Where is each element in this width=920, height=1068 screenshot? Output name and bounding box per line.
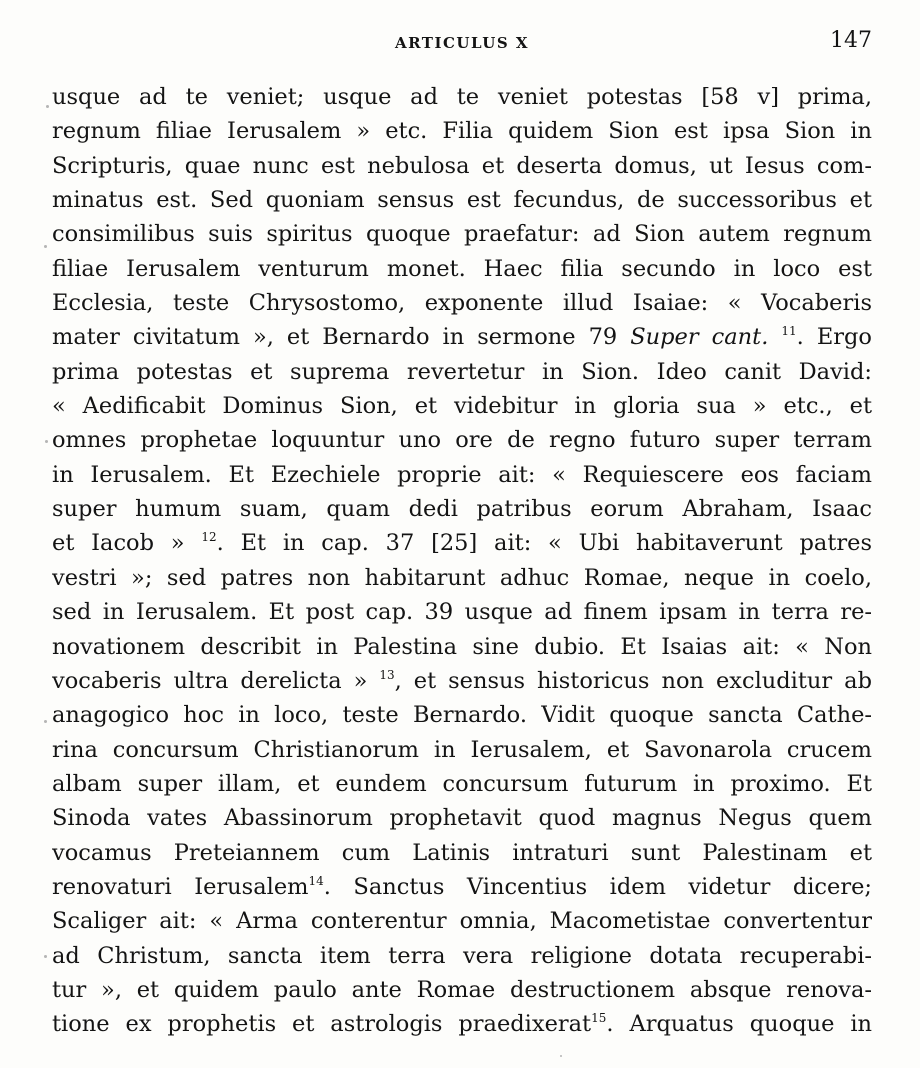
text-line — [52, 320, 872, 354]
line-text: . Ergo — [796, 324, 872, 351]
text-line — [52, 801, 872, 835]
line-text: renovaturi Ierusalem — [52, 873, 309, 900]
text-line — [52, 664, 872, 698]
italic-title: Super cant. — [630, 324, 769, 351]
text-line — [52, 423, 872, 457]
scan-speck — [560, 1055, 562, 1057]
footnote-ref[interactable]: 14 — [308, 873, 324, 888]
text-line — [52, 733, 872, 767]
text-line — [52, 630, 872, 664]
footnote-ref[interactable]: 11 — [781, 324, 797, 339]
scan-speck — [44, 720, 47, 723]
line-text: rina concursum Christianorum in Ierusalem, et Savonarola crucem — [52, 736, 872, 763]
text-line — [52, 458, 872, 492]
text-line — [52, 355, 872, 389]
line-text: vestri »; sed patres non habitarunt adhuc Romae, neque in coelo, — [52, 564, 872, 591]
line-text: filiae Ierusalem venturum monet. Haec filia secundo in loco est — [52, 255, 872, 282]
line-text: usque ad te veniet; usque ad te veniet potestas [58 v] prima, — [52, 84, 872, 110]
text-line — [52, 492, 872, 526]
text-line — [52, 149, 872, 183]
line-text: vocamus Preteiannem cum Latinis intraturi sunt Palestinam et — [52, 839, 872, 866]
text-line — [52, 904, 872, 938]
line-text: , et sensus historicus non excluditur ab — [394, 667, 872, 694]
line-text: tur », et quidem paulo ante Romae destructionem absque renova- — [52, 976, 872, 1003]
line-text: Ecclesia, teste Chrysostomo, exponente illud Isaiae: « Vocaberis — [52, 290, 872, 317]
line-text: Scripturis, quae nunc est nebulosa et deserta domus, ut Iesus com- — [52, 152, 872, 179]
text-line — [52, 389, 872, 423]
line-text: in Ierusalem. Et Ezechiele proprie ait: « Requiescere eos faciam — [52, 461, 872, 488]
scan-speck — [45, 440, 48, 443]
line-text: . Et in cap. 37 [25] ait: « Ubi habitaverunt patres — [216, 530, 872, 557]
text-line — [52, 1007, 872, 1041]
line-text: tione ex prophetis et astrologis praedixerat — [52, 1011, 592, 1038]
text-line — [52, 870, 872, 904]
line-text: et Iacob » — [52, 530, 202, 557]
text-line — [52, 80, 872, 114]
page-header — [52, 28, 872, 62]
line-text: anagogico hoc in loco, teste Bernardo. Vidit quoque sancta Cathe- — [52, 702, 872, 729]
line-text: . Arquatus quoque in — [606, 1011, 872, 1038]
line-text: sed in Ierusalem. Et post cap. 39 usque ad finem ipsam in terra re- — [52, 599, 872, 626]
line-text: ad Christum, sancta item terra vera religione dotata recuperabi- — [52, 942, 872, 969]
line-text: Scaliger ait: « Arma conterentur omnia, Macometistae convertentur — [52, 908, 872, 935]
text-line — [52, 114, 872, 148]
line-text: « Aedificabit Dominus Sion, et videbitur in gloria sua » etc., et — [52, 393, 872, 420]
line-text: vocaberis ultra derelicta » — [52, 667, 380, 694]
scan-speck — [44, 245, 47, 248]
line-text: . Sanctus Vincentius idem videtur dicere; — [323, 873, 872, 900]
text-line — [52, 595, 872, 629]
line-text: regnum filiae Ierusalem » etc. Filia quidem Sion est ipsa Sion in — [52, 118, 872, 145]
line-text: Sinoda vates Abassinorum prophetavit quod magnus Negus quem — [52, 805, 872, 832]
scan-speck — [46, 105, 49, 108]
text-line — [52, 836, 872, 870]
line-text: minatus est. Sed quoniam sensus est fecundus, de successoribus et — [52, 187, 872, 214]
text-line — [52, 939, 872, 973]
line-text: prima potestas et suprema revertetur in Sion. Ideo canit David: — [52, 358, 872, 385]
text-line — [52, 183, 872, 217]
footnote-ref[interactable]: 15 — [591, 1011, 607, 1026]
line-text: novationem describit in Palestina sine dubio. Et Isaias ait: « Non — [52, 633, 872, 660]
body-text — [52, 80, 872, 1042]
text-line — [52, 526, 872, 560]
footnote-ref[interactable]: 13 — [379, 667, 395, 682]
page-number: 147 — [830, 28, 872, 53]
line-text: albam super illam, et eundem concursum futurum in proximo. Et — [52, 770, 872, 797]
text-line — [52, 252, 872, 286]
text-line — [52, 698, 872, 732]
line-text: omnes prophetae loquuntur uno ore de regno futuro super terram — [52, 427, 872, 454]
line-text: consimilibus suis spiritus quoque praefatur: ad Sion autem regnum — [52, 221, 872, 248]
text-line — [52, 217, 872, 251]
line-text: mater civitatum », et Bernardo in sermone 79 — [52, 324, 631, 351]
text-line — [52, 286, 872, 320]
text-line — [52, 561, 872, 595]
line-text: super humum suam, quam dedi patribus eorum Abraham, Isaac — [52, 496, 872, 523]
scan-speck — [44, 955, 47, 958]
running-head: ARTICULUS X — [394, 34, 530, 52]
text-line — [52, 767, 872, 801]
text-line — [52, 973, 872, 1007]
footnote-ref[interactable]: 12 — [201, 530, 217, 545]
